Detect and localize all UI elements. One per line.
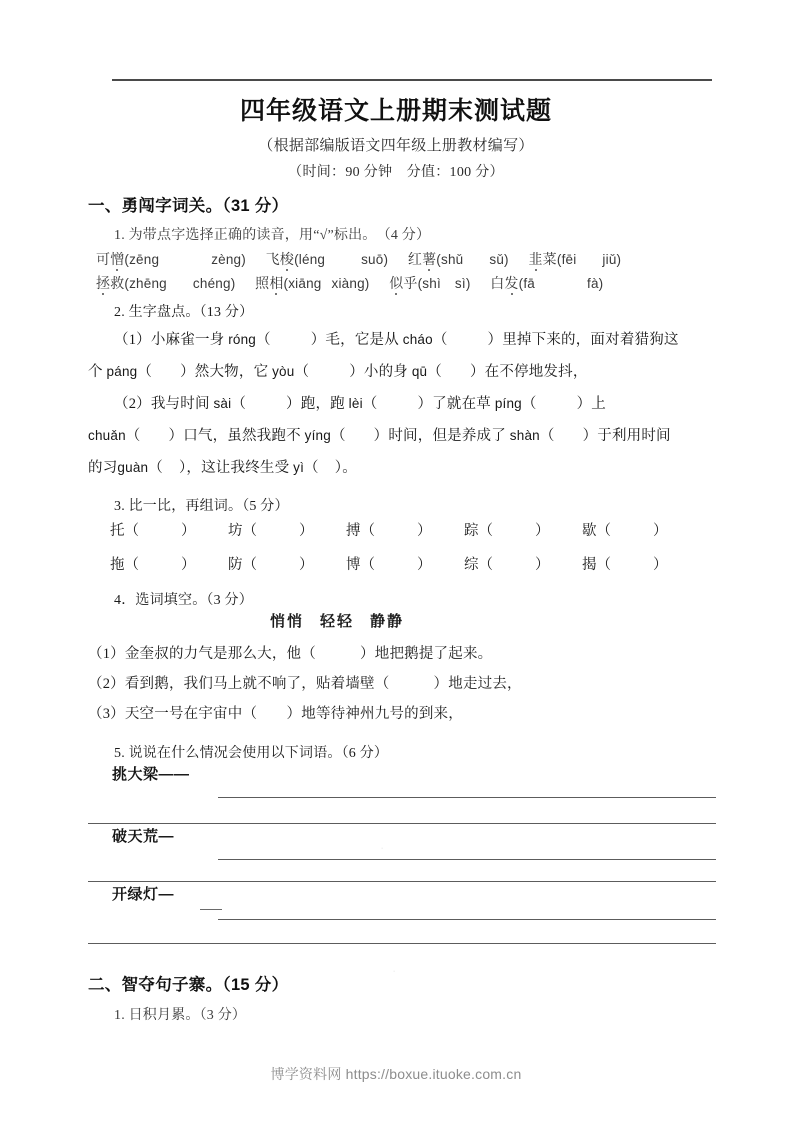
compare-cell[interactable]: 揭（ ） (582, 556, 668, 573)
q2-item2-line1: （2）我与时间 sài（ ）跑，跑 lèi（ ）了就在草 píng（ ）上 (114, 395, 606, 412)
scan-artifact: · (392, 963, 397, 978)
pinyin-option-b[interactable]: sì (454, 275, 466, 291)
phrase-answer-block (88, 767, 716, 967)
pinyin-hint: chuǎn (88, 427, 126, 443)
pinyin-hint: sài (213, 395, 232, 411)
pinyin-option-a[interactable]: shì (422, 275, 441, 291)
pinyin-item[interactable]: 白发(fā fà) (490, 275, 604, 292)
word-pre: 红 (407, 252, 423, 268)
pinyin-option-b[interactable]: sǔ (489, 251, 505, 267)
dotted-char: 相 (269, 276, 284, 292)
compare-char: 博 (346, 556, 361, 573)
page-title: 四年级语文上册期末测试题 (239, 97, 552, 125)
title-block (0, 96, 792, 181)
section-two-question-1-heading: 1. 日积月累。（3 分） (114, 1008, 247, 1023)
pinyin-hint: róng (228, 331, 257, 347)
pinyin-item[interactable]: 拯救(zhēng chéng) (96, 275, 236, 292)
dotted-char: 拯 (96, 276, 111, 292)
compare-char: 搏 (346, 522, 361, 539)
text-run: ）上 (576, 395, 606, 412)
text-run: 的习 (88, 459, 118, 476)
phrase-group (88, 767, 716, 821)
q4-choice-2[interactable]: （2）看到鹅，我们马上就不响了，贴着墙壁（ ）地走过去， (88, 675, 522, 692)
compare-char: 防 (228, 556, 243, 573)
section-one-heading: 一、勇闯字词关。（31 分） (88, 197, 289, 215)
text-run: ）毛，它是从 (310, 331, 403, 348)
pinyin-option-b[interactable]: fà (587, 275, 599, 291)
word-bank (88, 614, 716, 629)
pinyin-option-a[interactable]: zēng (129, 251, 160, 267)
dotted-char: 发 (504, 276, 519, 292)
pinyin-option-b[interactable]: chéng (192, 275, 231, 291)
scan-artifact: · (380, 840, 385, 855)
pinyin-hint: shàn (509, 427, 540, 443)
dotted-char: 韭 (528, 252, 543, 268)
compare-cell[interactable]: 踪（ ） (464, 522, 550, 539)
pinyin-hint: páng (106, 363, 138, 379)
pinyin-item[interactable]: 红薯(shǔ sǔ) (407, 251, 509, 268)
compare-row-bottom (110, 550, 716, 580)
pinyin-row-1 (96, 253, 716, 268)
q2-item1-line1: （1）小麻雀一身 róng（ ）毛，它是从 cháo（ ）里掉下来的，面对着猎狗这 (114, 331, 679, 348)
word-pre: 白 (490, 276, 505, 292)
answer-line[interactable] (88, 943, 716, 944)
pinyin-option-a[interactable]: fēi (561, 251, 577, 267)
word-pre: 可 (96, 252, 111, 268)
compare-row-top (110, 516, 716, 546)
pinyin-hint: yì (293, 459, 305, 475)
word-pre: 照 (255, 276, 270, 292)
compare-char: 歇 (582, 522, 597, 539)
question-4-heading: 4．选词填空。（3 分） (114, 592, 253, 608)
compare-cell[interactable]: 博（ ） (346, 556, 432, 573)
top-divider (112, 79, 712, 81)
pinyin-option-a[interactable]: zhēng (129, 275, 167, 291)
pinyin-hint: píng (494, 395, 522, 411)
pinyin-item[interactable]: 照相(xiāng xiàng) (255, 275, 370, 292)
text-run: （2）我与时间 (114, 395, 214, 412)
answer-line[interactable] (88, 823, 716, 824)
word-post: 菜 (542, 252, 557, 268)
pinyin-item[interactable]: 飞梭(léng suō) (265, 251, 389, 268)
q2-item2-line3: 的习guàn（ ），这让我终生受 yì（ ）。 (88, 459, 357, 476)
text-run: ）然大物，它 (180, 363, 273, 380)
pinyin-item[interactable]: 可憎(zēng zèng) (96, 251, 246, 268)
compare-char: 托 (110, 522, 125, 539)
word-post: 乎 (403, 276, 418, 292)
pinyin-option-a[interactable]: xiāng (288, 275, 322, 291)
pinyin-hint: yòu (272, 363, 295, 379)
answer-line[interactable] (218, 859, 716, 860)
text-run: ）小的身 (349, 363, 412, 380)
text-run: 个 (88, 363, 107, 380)
question-1-heading: 1. 为带点字选择正确的读音，用“√”标出。 （4 分） (114, 227, 431, 243)
answer-tick-mark (200, 909, 222, 910)
question-3-heading: 3. 比一比，再组词。（5 分） (114, 498, 289, 514)
pinyin-row-2 (96, 277, 716, 292)
compare-cell[interactable]: 托（ ） (110, 522, 196, 539)
text-run: ）跑，跑 (286, 395, 349, 412)
pinyin-item[interactable]: 韭菜(fēi jiǔ) (528, 251, 622, 268)
phrase-label: 破天荒— (112, 827, 175, 845)
q2-item1-line2: 个 páng（ ）然大物，它 yòu（ ）小的身 qū（ ）在不停地发抖， (88, 363, 588, 380)
question-5-heading: 5. 说说在什么情况会使用以下词语。（6 分） (114, 745, 389, 761)
exam-content (88, 198, 716, 1033)
pinyin-option-b[interactable]: zèng (211, 251, 242, 267)
q4-choice-3[interactable]: （3）天空一号在宇宙中（ ）地等待神州九号的到来， (88, 705, 463, 722)
pinyin-option-a[interactable]: léng (298, 251, 326, 267)
pinyin-hint: cháo (402, 331, 433, 347)
pinyin-option-a[interactable]: shǔ (441, 251, 464, 267)
text-run: ）时间，但是养成了 (373, 427, 510, 444)
text-run: ）里掉下来的，面对着猎狗这 (487, 331, 679, 348)
compare-cell[interactable]: 拖（ ） (110, 556, 196, 573)
text-run: ）。 (334, 459, 357, 476)
dotted-char: 憎 (110, 252, 125, 268)
compare-char: 揭 (582, 556, 597, 573)
text-run: ）了就在草 (417, 395, 495, 412)
pinyin-option-b[interactable]: jiǔ (602, 251, 617, 267)
pinyin-option-b[interactable]: suō (361, 251, 384, 267)
compare-cell[interactable]: 歇（ ） (582, 522, 668, 539)
question-2-heading: 2. 生字盘点。（13 分） (114, 304, 254, 320)
phrase-group (88, 875, 716, 933)
q2-item2-line2: chuǎn（ ）口气，虽然我跑不 yíng（ ）时间，但是养成了 shàn（ ）于利用时间 (88, 427, 671, 444)
text-run: ）于利用时间 (582, 427, 671, 444)
compare-cell[interactable]: 综（ ） (464, 556, 550, 573)
text-run: ）口气，虽然我跑不 (168, 427, 305, 444)
compare-cell[interactable]: 坊（ ） (228, 522, 314, 539)
pinyin-hint: yíng (304, 427, 331, 443)
answer-line[interactable] (218, 797, 716, 798)
compare-char: 坊 (228, 522, 243, 539)
q4-choice-1[interactable]: （1）金奎叔的力气是那么大，他（ ）地把鹅提了起来。 (88, 645, 493, 662)
page-subtitle: （根据部编版语文四年级上册教材编写） (258, 138, 534, 155)
section-two-heading: 二、智夺句子寨。（15 分） (88, 975, 289, 994)
word-pre: 飞 (265, 252, 280, 268)
pinyin-item[interactable]: 似乎(shì sì) (389, 275, 471, 292)
compare-cell[interactable]: 防（ ） (228, 556, 314, 573)
answer-line[interactable] (218, 919, 716, 920)
compare-char: 踪 (464, 522, 479, 539)
word-bank-option[interactable]: 悄悄 (269, 612, 304, 630)
pinyin-option-b[interactable]: xiàng (331, 275, 365, 291)
pinyin-hint: lèi (348, 395, 363, 411)
dotted-char: 似 (389, 276, 404, 292)
word-bank-option[interactable]: 静静 (370, 612, 405, 630)
pinyin-option-a[interactable]: fā (523, 275, 535, 291)
exam-meta: （时间：90 分钟 分值：100 分） (288, 165, 504, 181)
phrase-group (88, 821, 716, 875)
compare-cell[interactable]: 搏（ ） (346, 522, 432, 539)
text-run: （1）小麻雀一身 (114, 331, 229, 348)
pinyin-hint: guàn (117, 459, 149, 475)
compare-char: 综 (464, 556, 479, 573)
phrase-group-tail (88, 933, 716, 967)
answer-line[interactable] (88, 881, 716, 882)
text-run: ），这让我终生受 (178, 459, 294, 476)
word-bank-option[interactable]: 轻轻 (319, 612, 354, 630)
text-run: ）在不停地发抖， (469, 363, 588, 380)
word-post: 救 (110, 276, 125, 292)
pinyin-hint: qū (411, 363, 428, 379)
dotted-char: 薯 (422, 252, 437, 268)
phrase-label: 开绿灯— (112, 885, 175, 903)
footer-watermark: 博学资料网 https://boxue.ituoke.com.cn (270, 1066, 522, 1082)
phrase-label: 挑大梁—— (112, 765, 190, 783)
dotted-char: 梭 (279, 252, 295, 268)
compare-char: 拖 (110, 556, 125, 573)
